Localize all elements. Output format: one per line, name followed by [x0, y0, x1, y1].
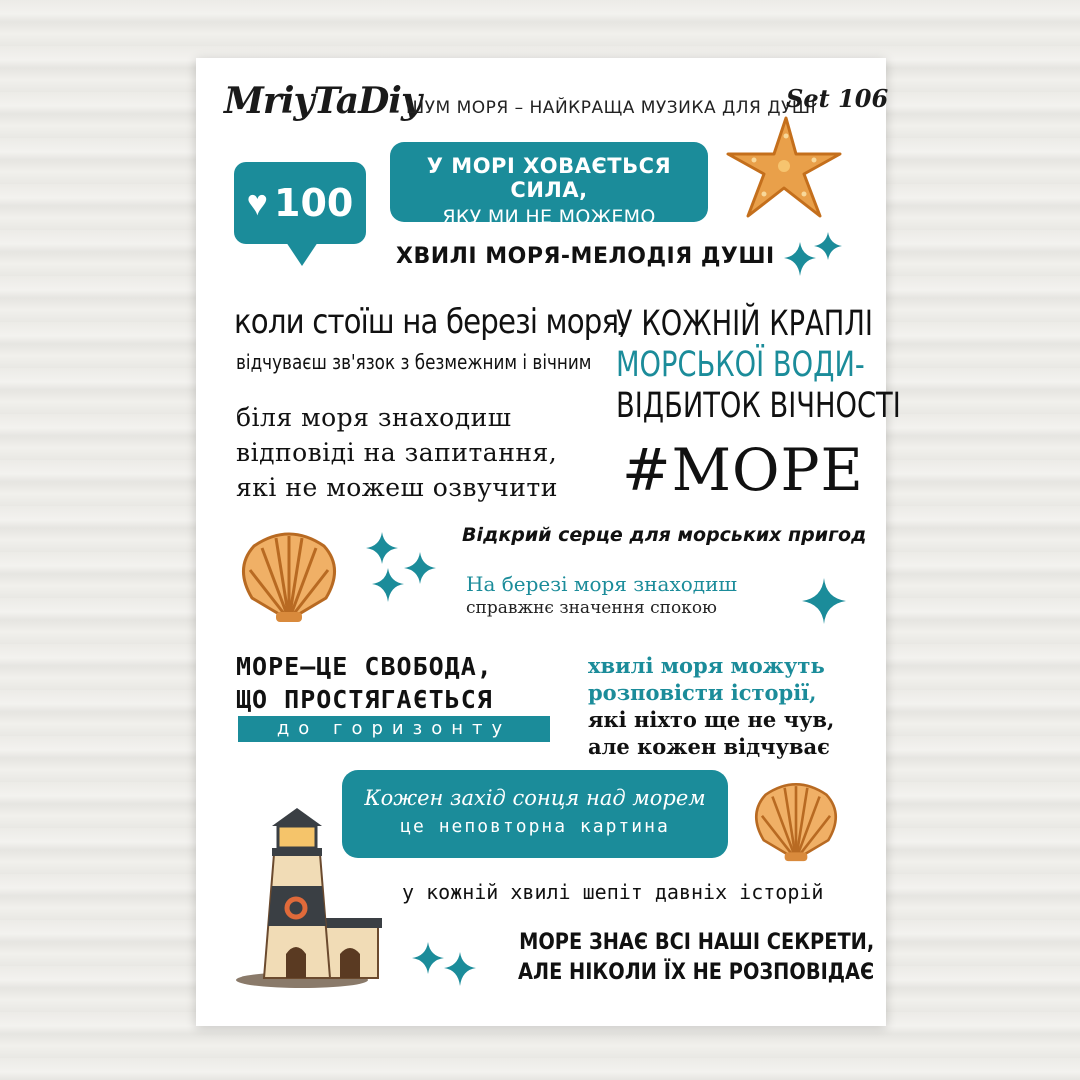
sparkle-icon: [782, 232, 846, 280]
header-slogan: ШУМ МОРЯ – НАЙКРАЩА МУЗИКА ДЛЯ ДУШІ: [406, 98, 817, 118]
set-label: Set 106: [786, 84, 889, 113]
sticker-sheet: [196, 58, 901, 1026]
shore-title: коли стоїш на березі моря,: [234, 302, 627, 342]
sparkle-icon: [410, 938, 480, 988]
lighthouse-icon: [232, 808, 382, 993]
calm-quote: [466, 572, 737, 618]
calm-line1: На березі моря знаходиш: [466, 572, 737, 596]
calm-line2: справжнє значення спокою: [466, 598, 717, 618]
shore-subtitle: відчуваєш зв'язок з безмежним і вічним: [236, 350, 592, 374]
sparkle-icon: [800, 578, 848, 624]
drop-line2: МОРСЬКОЇ ВОДИ-: [616, 345, 865, 385]
drop-line1: У КОЖНІЙ КРАПЛІ: [616, 304, 873, 344]
drop-line3: ВІДБИТОК ВІЧНОСТІ: [616, 386, 901, 426]
stories-quote: [588, 652, 834, 760]
answers-line1: біля моря знаходиш: [236, 403, 512, 432]
stories-line3: які ніхто ще не чув,: [588, 707, 835, 732]
sunset-line1: Кожен захід сонця над морем: [364, 786, 706, 810]
stories-line2: розповісти історії,: [588, 680, 817, 705]
heart-icon: ♥: [246, 182, 269, 223]
quote-pill-sea-power: [390, 142, 708, 250]
seashell-icon: [748, 778, 844, 869]
drop-quote: [616, 304, 901, 427]
whisper-quote: у кожній хвилі шепіт давніх історій: [402, 880, 824, 904]
pill-line2: ЯКУ МИ НЕ МОЖЕМО ОСЯГНУТИ: [442, 206, 656, 250]
answers-quote: [236, 400, 558, 505]
answers-line3: які не можеш озвучити: [236, 473, 558, 502]
quote-pill-sunset: [342, 770, 728, 858]
sparkle-icon: [362, 532, 442, 606]
stories-line1: хвилі моря можуть: [588, 653, 825, 678]
pill-line1: У МОРІ ХОВАЄТЬСЯ СИЛА,: [426, 154, 672, 202]
answers-line2: відповіді на запитання,: [236, 438, 558, 467]
secrets-line2: АЛЕ НІКОЛИ ЇХ НЕ РОЗПОВІДАЄ: [518, 960, 875, 985]
freedom-quote: [236, 650, 493, 716]
waves-title: ХВИЛІ МОРЯ-МЕЛОДІЯ ДУШІ: [396, 244, 775, 269]
freedom-line2: ЩО ПРОСТЯГАЄТЬСЯ: [236, 685, 493, 714]
like-count: 100: [274, 181, 354, 225]
stories-line4: але кожен відчуває: [588, 734, 830, 759]
sunset-line2: це неповторна картина: [400, 816, 670, 837]
open-heart-quote: Відкрий серце для морських пригод: [462, 524, 867, 546]
brand-logo: MriyTaDiy: [224, 80, 421, 122]
hashtag-sea: #МОРЕ: [622, 436, 864, 504]
horizon-banner: до горизонту: [238, 716, 550, 742]
secrets-line1: МОРЕ ЗНАЄ ВСІ НАШІ СЕКРЕТИ,: [519, 930, 875, 955]
starfish-icon: [724, 114, 844, 225]
secrets-quote: [518, 928, 874, 988]
like-badge: [234, 162, 366, 244]
freedom-line1: МОРЕ–ЦЕ СВОБОДА,: [236, 652, 493, 681]
seashell-icon: [234, 528, 344, 629]
